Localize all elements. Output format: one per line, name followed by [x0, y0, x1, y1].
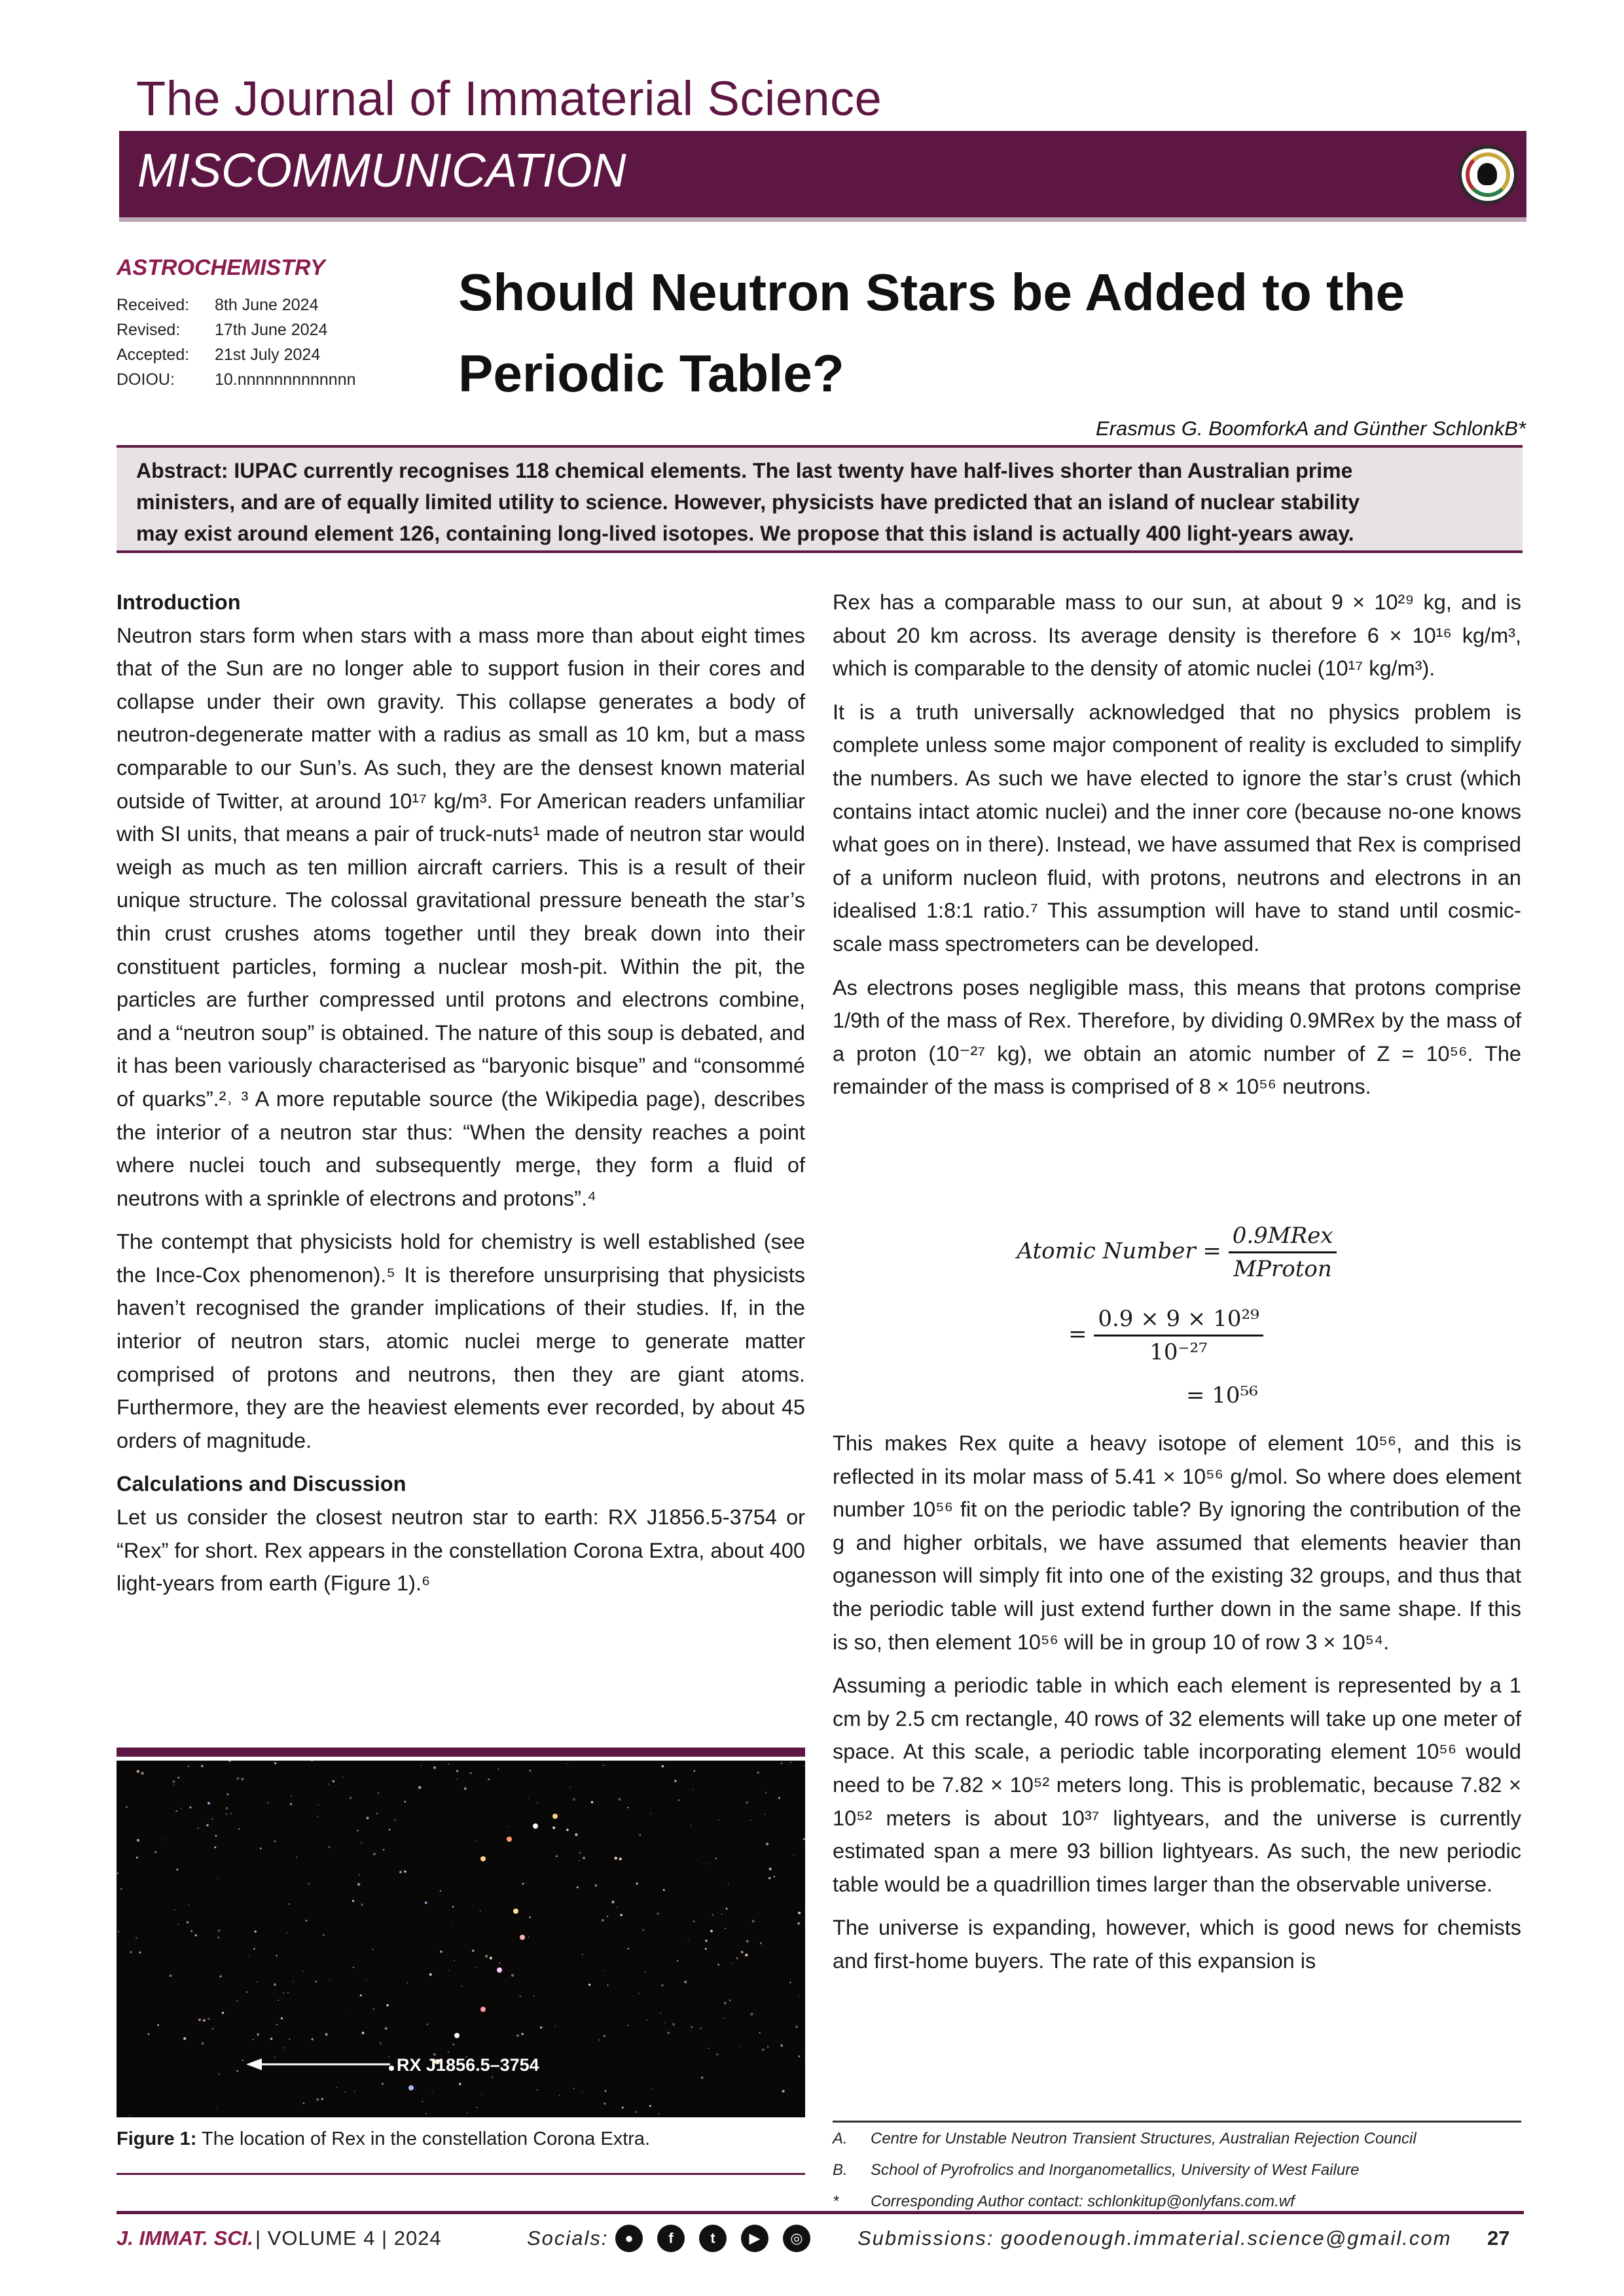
facebook-icon[interactable]: f	[657, 2225, 685, 2252]
footer-volume: | VOLUME 4 | 2024	[255, 2227, 442, 2250]
constellation-star	[480, 2007, 486, 2012]
figure-star-label: RX J1856.5–3754	[397, 2055, 539, 2075]
right-paragraph-1: Rex has a comparable mass to our sun, at about 9 × 10²⁹ kg, and is about 20 km across. Its average density is therefore 6 × 10¹⁶ kg/m³, which is comparable to the density of atomic nuclei (10¹⁷ kg/m³).	[833, 590, 1521, 681]
section-label: ASTROCHEMISTRY	[117, 255, 325, 280]
youtube-icon[interactable]: ▶	[741, 2225, 768, 2252]
figure-starfield	[117, 1761, 805, 2117]
right-paragraph-4: This makes Rex quite a heavy isotope of element 10⁵⁶, and this is reflected in its molar mass of 5.41 × 10⁵⁶ g/mol. So where does element number 10⁵⁶ fit on the periodic table? By ignoring the contribution of the g and higher orbitals, we have assumed that elements heavier than oganesson will simply fit into one of the existing 32 groups, and thus that the periodic table will just extend further down in the same shape. If this is so, then element 10⁵⁶ will be in group 10 of row 3 × 10⁵⁴.	[833, 1431, 1521, 1654]
authors: Erasmus G. BoomforkA and Günther SchlonkB*	[1095, 417, 1526, 440]
calc-paragraph-1: Let us consider the closest neutron star to earth: RX J1856.5-3754 or “Rex” for short. Rex appears in the constellation Corona Extra, about 400 light-years from earth (Figure 1).⁶	[117, 1505, 805, 1596]
instagram-icon[interactable]: ◎	[783, 2225, 810, 2252]
meta-revised: Revised: 17th June 2024	[117, 321, 328, 339]
constellation-star	[497, 1967, 502, 1973]
footnote-rule	[833, 2121, 1521, 2123]
footer-submissions[interactable]: Submissions: goodenough.immaterial.science@gmail.com	[857, 2227, 1452, 2250]
twitter-icon[interactable]: t	[699, 2225, 727, 2252]
footnote-a: A. Centre for Unstable Neutron Transient Structures, Australian Rejection Council	[833, 2130, 1416, 2147]
right-paragraph-6: The universe is expanding, however, which is good news for chemists and first-home buyers. The rate of this expansion is	[833, 1916, 1521, 1973]
banner-label: MISCOMMUNICATION	[137, 145, 626, 197]
left-column	[117, 586, 805, 1611]
right-paragraph-3: As electrons poses negligible mass, this means that protons comprise 1/9th of the mass of Rex. Therefore, by dividing 0.9MRex by the mass of a proton (10⁻²⁷ kg), we obtain an atomic number of Z = 10⁵⁶. The remainder of the mass is comprised of 8 × 10⁵⁶ neutrons.	[833, 975, 1521, 1099]
pointer-arrowhead	[246, 2058, 262, 2070]
figure-bottom-bar	[117, 2173, 805, 2175]
right-column-lower	[833, 1427, 1521, 1988]
calc-heading: Calculations and Discussion	[117, 1472, 406, 1496]
constellation-star	[480, 1856, 486, 1861]
intro-paragraph-1: Neutron stars form when stars with a mass more than about eight times that of the Sun are no longer able to support fusion in their cores and collapse under their own gravity. This collapse generates a body of neutron-degenerate matter with a radius as small as 10 km, but a mass comparable to our Sun’s. As such, they are the densest known material outside of Twitter, at around 10¹⁷ kg/m³. For American readers unfamiliar with SI units, that means a pair of truck-nuts¹ made of neutron star would weigh as much as ten million aircraft carriers. This is a result of their unique structure. The colossal gravitational pressure beneath the star’s thin crust crushes atoms together until they break down into their constituent particles, forming a nuclear mosh-pit. Within the pit, the particles are further compressed until protons and electrons combine, and a “neutron soup” is obtained. The nature of this soup is debated, and it has been variously characterised as “baryonic bisque” and “consommé of quarks”.²˒ ³ A more reputable source (the Wikipedia page), describes the interior of a neutron star thus: “When the density reaches a point where nuclei touch and subsequently merge, they form a fluid of neutrons with a sprinkle of electrons and protons”.⁴	[117, 623, 805, 1210]
figure-top-bar	[117, 1748, 805, 1757]
abstract	[117, 445, 1523, 553]
intro-heading: Introduction	[117, 590, 241, 614]
intro-paragraph-2: The contempt that physicists hold for chemistry is well established (see the Ince-Cox phenomenon).⁵ It is therefore unsurprising that physicists haven’t recognised the grander implications of their studies. If, in the interior of neutron stars, atomic nuclei merge to generate matter comprised of protons and neutrons, then they are giant atoms. Furthermore, they are the heaviest elements ever recorded, by about 45 orders of magnitude.	[117, 1230, 805, 1452]
right-column	[833, 586, 1521, 1114]
abstract-line: ministers, and are of equally limited utility to science. However, physicists have predicted that an island of nuclear stability	[136, 490, 1360, 514]
constellation-star	[552, 1814, 558, 1819]
right-paragraph-5: Assuming a periodic table in which each element is represented by a 1 cm by 2.5 cm rectangle, 40 rows of 32 elements will take up one meter of space. At this scale, a periodic table incorporating element 10⁵⁶ would need to be 7.82 × 10⁵² meters long. This is problematic, because 7.82 × 10⁵² meters is about 10³⁷ lightyears, and the universe is currently estimated span a mere 93 billion lightyears. As such, the new periodic table would be a quadrillion times larger than the observable universe.	[833, 1674, 1521, 1896]
page-number: 27	[1487, 2227, 1510, 2250]
constellation-star	[454, 2033, 460, 2038]
equation-line-2: = $\frac{\text{0.9 × 9 × 10²⁹}}{\text{10⁻²⁷}}$	[833, 1306, 1521, 1365]
footnote-b: B. School of Pyrofrolics and Inorganometallics, University of West Failure	[833, 2161, 1360, 2179]
constellation-star	[513, 1909, 518, 1914]
equation-line-1: Atomic Number = $\frac{\text{0.9MRex}}{\text{MProton}}$	[833, 1223, 1521, 1282]
journal-title: The Journal of Immaterial Science	[136, 71, 882, 126]
constellation-star	[533, 1823, 538, 1829]
meta-received: Received: 8th June 2024	[117, 296, 319, 314]
meta-doi: DOIOU: 10.nnnnnnnnnnnnn	[117, 370, 356, 389]
equation-result: = 10⁵⁶	[1186, 1382, 1258, 1408]
banner	[119, 131, 1526, 222]
footnote-corresponding: * Corresponding Author contact: schlonkitup@onlyfans.com.wf	[833, 2193, 1295, 2210]
meta-accepted: Accepted: 21st July 2024	[117, 346, 321, 364]
constellation-star	[507, 1837, 512, 1842]
quill-circle-logo-icon	[1458, 145, 1517, 204]
constellation-star	[408, 2085, 414, 2090]
constellation-star	[520, 1935, 525, 1940]
abstract-line: may exist around element 126, containing long-lived isotopes. We propose that this island is actually 400 light-years away.	[136, 522, 1354, 545]
constellation-star	[389, 2066, 394, 2071]
footer-socials-label: Socials:	[527, 2227, 609, 2250]
footer-journal-abbr: J. IMMAT. SCI.	[117, 2227, 253, 2250]
figure-caption: Figure 1: The location of Rex in the constellation Corona Extra.	[117, 2128, 651, 2149]
article-title: Should Neutron Stars be Added to the Periodic Table?	[458, 263, 1405, 403]
reddit-icon[interactable]: ●	[615, 2225, 643, 2252]
right-paragraph-2: It is a truth universally acknowledged that no physics problem is complete unless some major component of reality is excluded to simplify the numbers. As such we have elected to ignore the star’s crust (which contains intact atomic nuclei) and the inner core (because no-one knows what goes on in there). Instead, we have assumed that Rex is comprised of a uniform nucleon fluid, with protons, neutrons and electrons in an idealised 1:8:1 ratio.⁷ This assumption will have to stand until cosmic-scale mass spectrometers can be developed.	[833, 700, 1521, 956]
footer-bar	[117, 2211, 1524, 2214]
starfield-image	[117, 1761, 805, 2117]
abstract-line: Abstract: IUPAC currently recognises 118 chemical elements. The last twenty have half-lives shorter than Australian prime	[136, 459, 1353, 482]
